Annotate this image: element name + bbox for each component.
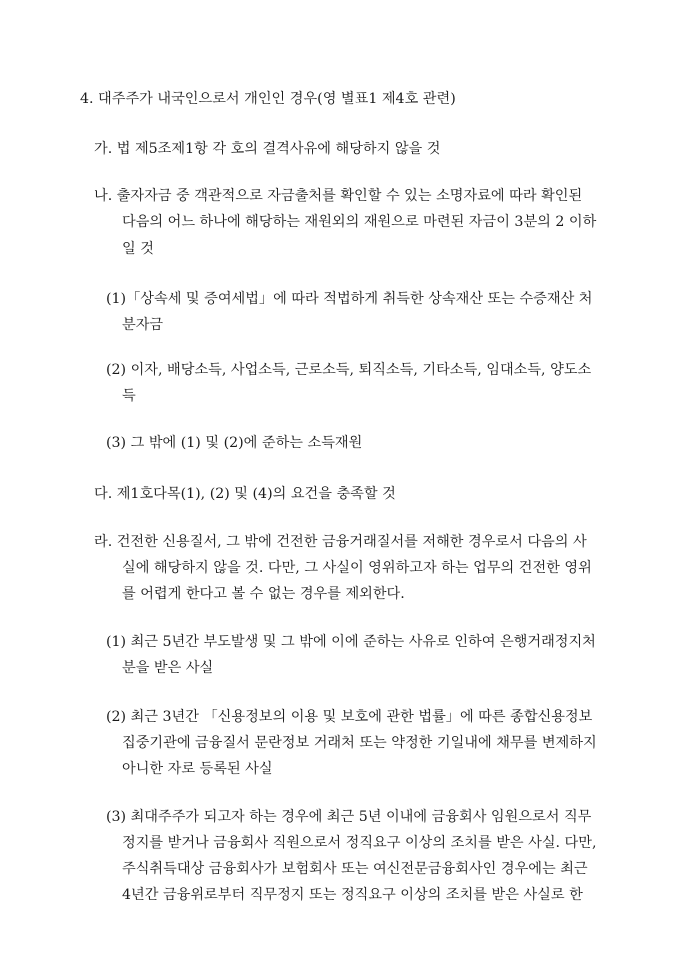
item-ra-sub3-line-2: 정지를 받거나 금융회사 직원으로서 정직요구 이상의 조치를 받은 사실. 다만, bbox=[122, 835, 597, 851]
item-ra-line-1: 라. 건전한 신용질서, 그 밖에 건전한 금융거래질서를 저해한 경우로서 다음의 사 bbox=[94, 534, 587, 550]
item-ra-sub2-line-2: 집중기관에 금융질서 문란정보 거래처 또는 약정한 기일내에 채무를 변제하지 bbox=[122, 735, 597, 751]
item-ra-sub3-line-1: (3) 최대주주가 되고자 하는 경우에 최근 5년 이내에 금융회사 임원으로서 직무 bbox=[106, 809, 592, 825]
item-ra-sub2-line-3: 아니한 자로 등록된 사실 bbox=[122, 761, 273, 777]
item-na-sub2-line-2: 득 bbox=[122, 388, 136, 404]
item-na-sub2-line-1: (2) 이자, 배당소득, 사업소득, 근로소득, 퇴직소득, 기타소득, 임대소득, 양도소 bbox=[106, 362, 592, 378]
item-da: 다. 제1호다목(1), (2) 및 (4)의 요건을 충족할 것 bbox=[94, 486, 396, 502]
item-na-line-1: 나. 출자자금 중 객관적으로 자금출처를 확인할 수 있는 소명자료에 따라 확인된 bbox=[94, 188, 583, 204]
item-ra-line-3: 를 어렵게 한다고 볼 수 없는 경우를 제외한다. bbox=[122, 586, 405, 602]
item-ra-sub1-line-2: 분을 받은 사실 bbox=[122, 660, 214, 676]
item-ra-sub1-line-1: (1) 최근 5년간 부도발생 및 그 밖에 이에 준하는 사유로 인하여 은행거래정지처 bbox=[106, 634, 596, 650]
item-ra-sub2-line-1: (2) 최근 3년간 「신용정보의 이용 및 보호에 관한 법률」에 따른 종합신용정보 bbox=[106, 709, 593, 725]
item-na-sub3: (3) 그 밖에 (1) 및 (2)에 준하는 소득재원 bbox=[106, 435, 363, 451]
item-ga: 가. 법 제5조제1항 각 호의 결격사유에 해당하지 않을 것 bbox=[94, 141, 441, 157]
item-ra-sub3-line-4: 4년간 금융위로부터 직무정지 또는 정직요구 이상의 조치를 받은 사실로 한 bbox=[122, 887, 583, 903]
item-na-sub1-line-1: (1)「상속세 및 증여세법」에 따라 적법하게 취득한 상속재산 또는 수증재산 처 bbox=[106, 291, 593, 307]
item-ra-line-2: 실에 해당하지 않을 것. 다만, 그 사실이 영위하고자 하는 업무의 건전한 영위 bbox=[122, 560, 592, 576]
section-heading: 4. 대주주가 내국인으로서 개인인 경우(영 별표1 제4호 관련) bbox=[80, 91, 456, 107]
item-ra-sub3-line-3: 주식취득대상 금융회사가 보험회사 또는 여신전문금융회사인 경우에는 최근 bbox=[122, 861, 588, 877]
item-na-line-2: 다음의 어느 하나에 해당하는 재원외의 재원으로 마련된 자금이 3분의 2 이하 bbox=[122, 214, 597, 230]
item-na-line-3: 일 것 bbox=[122, 241, 154, 257]
item-na-sub1-line-2: 분자금 bbox=[122, 317, 164, 333]
